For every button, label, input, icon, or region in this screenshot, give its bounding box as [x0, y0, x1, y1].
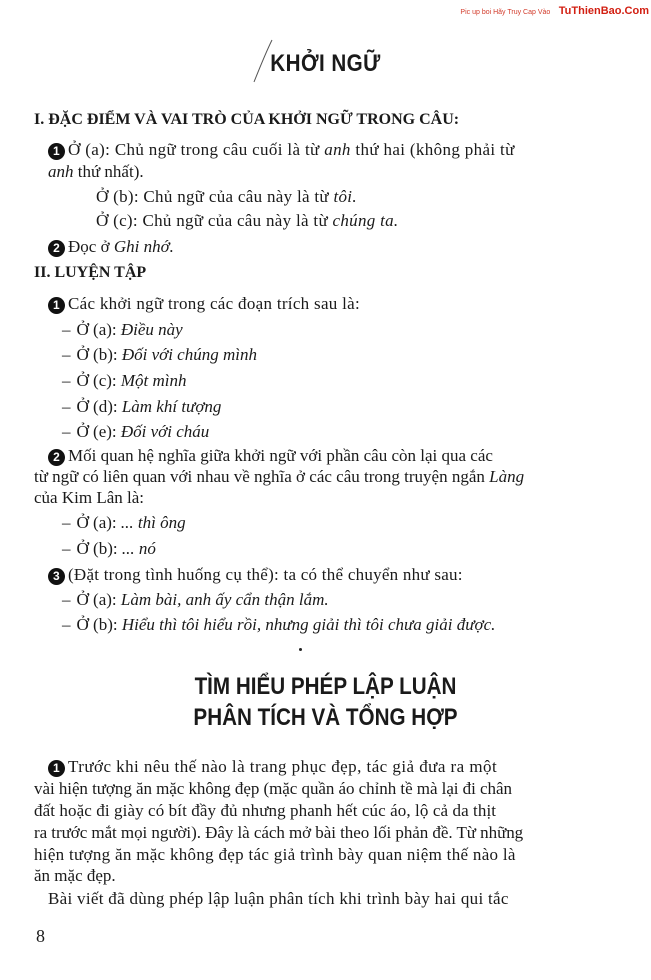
- list-item: – Ở (c): Một mình: [62, 371, 187, 390]
- p1-line5: hiện tượng ăn mặc không đẹp tác giả trình bày quan niệm thế nào là: [34, 845, 516, 864]
- page-number: 8: [36, 926, 45, 946]
- list-item: – Ở (d): Làm khí tượng: [62, 397, 222, 416]
- ex2-line3: của Kim Lân là:: [34, 488, 144, 507]
- number-2-marker: 2: [48, 240, 65, 257]
- s1-item2: 2 Đọc ở Ghi nhớ.: [48, 237, 174, 257]
- ex3-intro: 3 (Đặt trong tình huống cụ thể): ta có thể chuyển như sau:: [48, 565, 463, 585]
- number-2-marker: 2: [48, 449, 65, 466]
- section-heading-1: I. ĐẶC ĐIỂM VÀ VAI TRÒ CỦA KHỞI NGỮ TRONG CÂU:: [34, 111, 460, 128]
- s1-item1-b: Ở (b): Chủ ngữ của câu này là từ tôi.: [96, 187, 357, 206]
- s1-item1-line1: 1 Ở (a): Chủ ngữ trong câu cuối là từ anh thứ hai (không phải từ: [48, 140, 515, 160]
- number-1-marker: 1: [48, 297, 65, 314]
- s1-item1-line2: anh thứ nhất).: [48, 162, 144, 181]
- section-title-line1: TÌM HIỂU PHÉP LẬP LUẬN: [194, 673, 457, 700]
- section-heading-2: II. LUYỆN TẬP: [34, 264, 147, 281]
- watermark: [460, 1, 649, 19]
- ex1-intro: 1 Các khởi ngữ trong các đoạn trích sau là:: [48, 294, 360, 314]
- list-item: – Ở (a): ... thì ông: [62, 513, 186, 532]
- p1-line4: ra trước mắt mọi người). Đây là cách mở bài theo lối phản đề. Từ những: [34, 823, 524, 842]
- stray-dot: [299, 648, 302, 651]
- list-item: – Ở (b): Đối với chúng mình: [62, 345, 257, 364]
- page-title: KHỞI NGỮ: [270, 50, 381, 77]
- p1-line3: đất hoặc đi giày có bít đầy đủ nhưng phanh hết cúc áo, lộ cả da thịt: [34, 801, 497, 820]
- number-3-marker: 3: [48, 568, 65, 585]
- p1-line6: ăn mặc đẹp.: [34, 866, 116, 885]
- list-item: – Ở (a): Điều này: [62, 320, 183, 339]
- watermark-small-text: Pic up boi Hãy Truy Cap Vào: [460, 9, 551, 16]
- list-item: – Ở (b): ... nó: [62, 539, 156, 558]
- p1-line2: vài hiện tượng ăn mặc không đẹp (mặc quần áo chỉnh tề mà lại đi chân: [34, 779, 512, 798]
- ex2-line1: 2 Mối quan hệ nghĩa giữa khởi ngữ với phần câu còn lại qua các: [48, 446, 493, 466]
- list-item: – Ở (a): Làm bài, anh ấy cẩn thận lắm.: [62, 590, 329, 609]
- p1-line1: 1 Trước khi nêu thế nào là trang phục đẹp, tác giả đưa ra một: [48, 757, 497, 777]
- number-1-marker: 1: [48, 760, 65, 777]
- p2-line1: Bài viết đã dùng phép lập luận phân tích khi trình bày hai qui tắc: [48, 889, 509, 908]
- ex2-line2: từ ngữ có liên quan với nhau về nghĩa ở các câu trong truyện ngắn Làng: [34, 467, 525, 486]
- list-item: – Ở (b): Hiểu thì tôi hiểu rồi, nhưng giải thì tôi chưa giải được.: [62, 615, 496, 634]
- watermark-brand: TuThienBao.Com: [558, 5, 649, 17]
- s1-item1-c: Ở (c): Chủ ngữ của câu này là từ chúng ta.: [96, 211, 399, 230]
- list-item: – Ở (e): Đối với cháu: [62, 422, 210, 441]
- number-1-marker: 1: [48, 143, 65, 160]
- section-title-line2: PHÂN TÍCH VÀ TỔNG HỢP: [193, 704, 458, 731]
